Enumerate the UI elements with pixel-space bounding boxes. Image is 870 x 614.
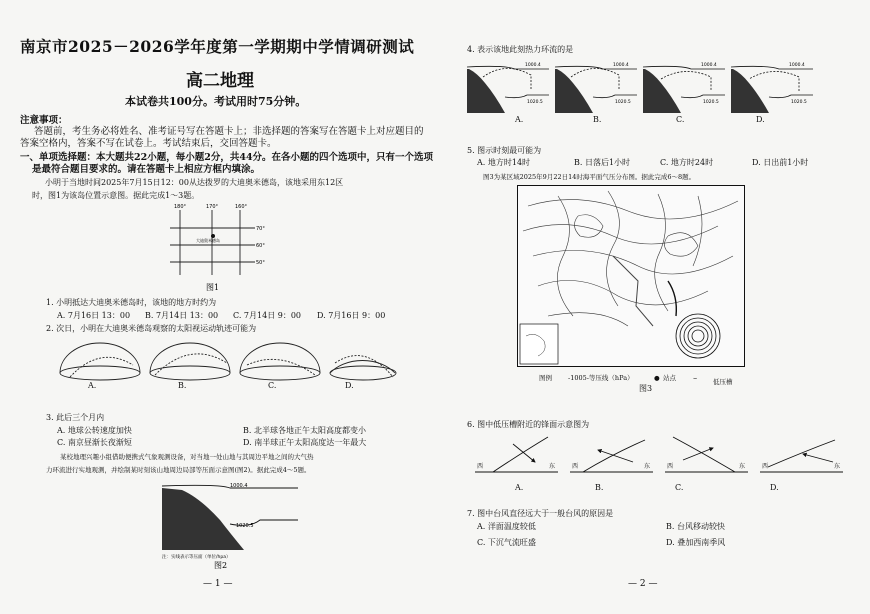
intro-text: 某校地理兴趣小组借助便携式气象观测设备，对当地一处山地与其周边平地之间的大气热: [60, 453, 314, 461]
option-b[interactable]: B. 日落后1小时: [574, 158, 631, 167]
option-d[interactable]: D.: [345, 381, 354, 390]
circulation-panel: [643, 62, 725, 113]
legend-title: 图例: [539, 374, 552, 382]
option-a[interactable]: A. 洋面温度较低: [477, 522, 536, 531]
question-2-stem: 2. 次日，小明在大迪奥米德岛观察的太阳视运动轨迹可能为: [46, 324, 257, 333]
isobar-line: [593, 95, 637, 98]
circulation-arrow: [749, 71, 799, 91]
intro-text: 力环流进行实地观测，并绘制某时刻该山地周边局部等压面示意图(图2)。据此完成4～5题。: [46, 466, 311, 474]
notice-line: 答题前，考生务必将姓名、准考证号写在答题卡上；非选择题的答案写在答题卡上对应题目的: [34, 126, 424, 137]
isobar-label: 1000.4: [613, 63, 629, 68]
west-label: 西: [762, 463, 769, 470]
lon-label: 180°: [174, 204, 187, 210]
option-a[interactable]: A.: [88, 381, 97, 390]
lon-label: 170°: [206, 204, 219, 210]
option-b[interactable]: B.: [593, 115, 602, 124]
option-b[interactable]: B. 台风移动较快: [666, 522, 725, 531]
q6-front-diagrams: [473, 432, 845, 480]
west-label: 西: [477, 463, 484, 470]
lat-label: 50°: [256, 260, 265, 266]
section-title: 是最符合题目要求的。请在答题卡上相应方框内填涂。: [32, 164, 261, 175]
circulation-panel: [555, 62, 637, 113]
intro-text: 图3为某区域2025年9月22日14时海平面气压分布图。据此完成6～8题。: [483, 173, 696, 181]
subject-title: 高二地理: [186, 71, 254, 91]
east-label: 东: [549, 463, 556, 470]
isobar-label: 1020.5: [236, 523, 254, 529]
lon-label: 160°: [235, 204, 248, 210]
mountain-shape: [555, 69, 593, 113]
figure-1-map: [160, 200, 270, 295]
option-a[interactable]: A.: [515, 483, 524, 492]
figure-2-isobar: [160, 478, 300, 570]
question-1-stem: 1. 小明抵达大迪奥米德岛时，该地的地方时约为: [46, 298, 217, 307]
option-d[interactable]: D. 日出前1小时: [752, 158, 809, 167]
option-b[interactable]: B.: [178, 381, 187, 390]
isobar-line: [505, 95, 549, 98]
option-b[interactable]: B.: [595, 483, 604, 492]
option-c[interactable]: C. 地方时24时: [660, 158, 714, 167]
option-c[interactable]: C. 下沉气流旺盛: [477, 538, 536, 547]
option-c[interactable]: C.: [268, 381, 277, 390]
lat-label: 70°: [256, 226, 265, 232]
mountain-shape: [731, 69, 769, 113]
page-number: — 2 —: [628, 579, 658, 589]
option-a[interactable]: A.: [515, 115, 524, 124]
exam-title: 南京市2025－2026学年度第一学期期中学情调研测试: [20, 37, 415, 56]
option-d[interactable]: D.: [756, 115, 765, 124]
west-label: 西: [572, 463, 579, 470]
option-c[interactable]: C. 南京昼渐长夜渐短: [57, 438, 132, 447]
legend-station: 站点: [663, 374, 676, 382]
figure-note: 注：实线表示等压面（单位/hpa）: [162, 555, 231, 560]
figure-3-pressure-map: [517, 185, 745, 367]
option-a[interactable]: A. 7月16日 13：00: [57, 311, 131, 320]
circulation-arrow: [483, 68, 531, 89]
circulation-panel: [731, 62, 813, 113]
isobar-label: 1020.5: [703, 100, 719, 105]
isobar-label: 1000.4: [230, 483, 248, 489]
question-4-stem: 4. 表示该地此刻热力环流的是: [467, 45, 574, 54]
question-3-stem: 3. 此后三个月内: [46, 413, 105, 422]
option-d[interactable]: D.: [770, 483, 779, 492]
circulation-arrow: [571, 68, 619, 89]
page-number: — 1 —: [203, 579, 233, 589]
legend-isobar: -1005-等压线（hPa）: [568, 374, 634, 382]
east-label: 东: [739, 463, 746, 470]
isobar-label: 1000.4: [789, 63, 805, 68]
isobar-label: 1020.5: [615, 100, 631, 105]
notice-title: 注意事项：: [20, 115, 68, 126]
option-b[interactable]: B. 7月14日 13：00: [145, 311, 219, 320]
option-d[interactable]: D. 南半球正午太阳高度达一年最大: [243, 438, 367, 447]
mountain-shape: [643, 69, 681, 113]
q4-circulation-diagrams: [465, 55, 840, 123]
circulation-arrow: [661, 71, 711, 91]
option-b[interactable]: B. 北半球各地正午太阳高度都变小: [243, 426, 366, 435]
question-7-stem: 7. 图中台风直径远大于一般台风的原因是: [467, 509, 614, 518]
lat-label: 60°: [256, 243, 265, 249]
isobar-label: 1020.5: [791, 100, 807, 105]
legend-point-icon: ●: [654, 374, 660, 382]
circulation-panel: [467, 62, 549, 113]
figure-caption: 图1: [206, 283, 220, 292]
legend-trough: 低压槽: [713, 378, 733, 386]
place-label: 大迪奥米德岛: [196, 238, 220, 243]
question-6-stem: 6. 图中低压槽附近的锋面示意图为: [467, 420, 590, 429]
option-a[interactable]: A. 地球公转速度加快: [57, 426, 132, 435]
isobar-label: 1020.5: [527, 100, 543, 105]
option-a[interactable]: A. 地方时14时: [477, 158, 531, 167]
isobar-line: [769, 95, 813, 98]
west-label: 西: [667, 463, 674, 470]
figure-caption: 图3: [639, 384, 653, 393]
section-title: 一、单项选择题：本大题共22小题，每小题2分，共44分。在各小题的四个选项中，只有一个选项: [20, 152, 434, 163]
notice-line: 答案空格内，答案不写在试卷上。考试结束后，交回答题卡。: [20, 138, 277, 149]
option-d[interactable]: D. 叠加西南季风: [666, 538, 726, 547]
option-c[interactable]: C.: [675, 483, 684, 492]
intro-text: 时，图1为该岛位置示意图。据此完成1～3题。: [32, 191, 200, 200]
east-label: 东: [644, 463, 651, 470]
legend-trough-icon: ⌣: [693, 374, 698, 382]
question-5-stem: 5. 图示时刻最可能为: [467, 146, 542, 155]
east-label: 东: [834, 463, 841, 470]
isobar-label: 1000.4: [525, 63, 541, 68]
isobar-label: 1000.4: [701, 63, 717, 68]
intro-text: 小明于当地时间2025年7月15日12：00从达拨罗的大迪奥米德岛，该地采用东12区: [45, 178, 344, 187]
isobar-line: [681, 95, 725, 98]
mountain-shape: [467, 69, 505, 113]
right-column: [435, 0, 870, 614]
option-c[interactable]: C. 7月14日 9：00: [233, 311, 302, 320]
exam-info: 本试卷共100分。考试用时75分钟。: [125, 95, 307, 108]
figure-caption: 图2: [214, 561, 228, 570]
option-c[interactable]: C.: [676, 115, 685, 124]
option-d[interactable]: D. 7月16日 9：00: [317, 311, 386, 320]
